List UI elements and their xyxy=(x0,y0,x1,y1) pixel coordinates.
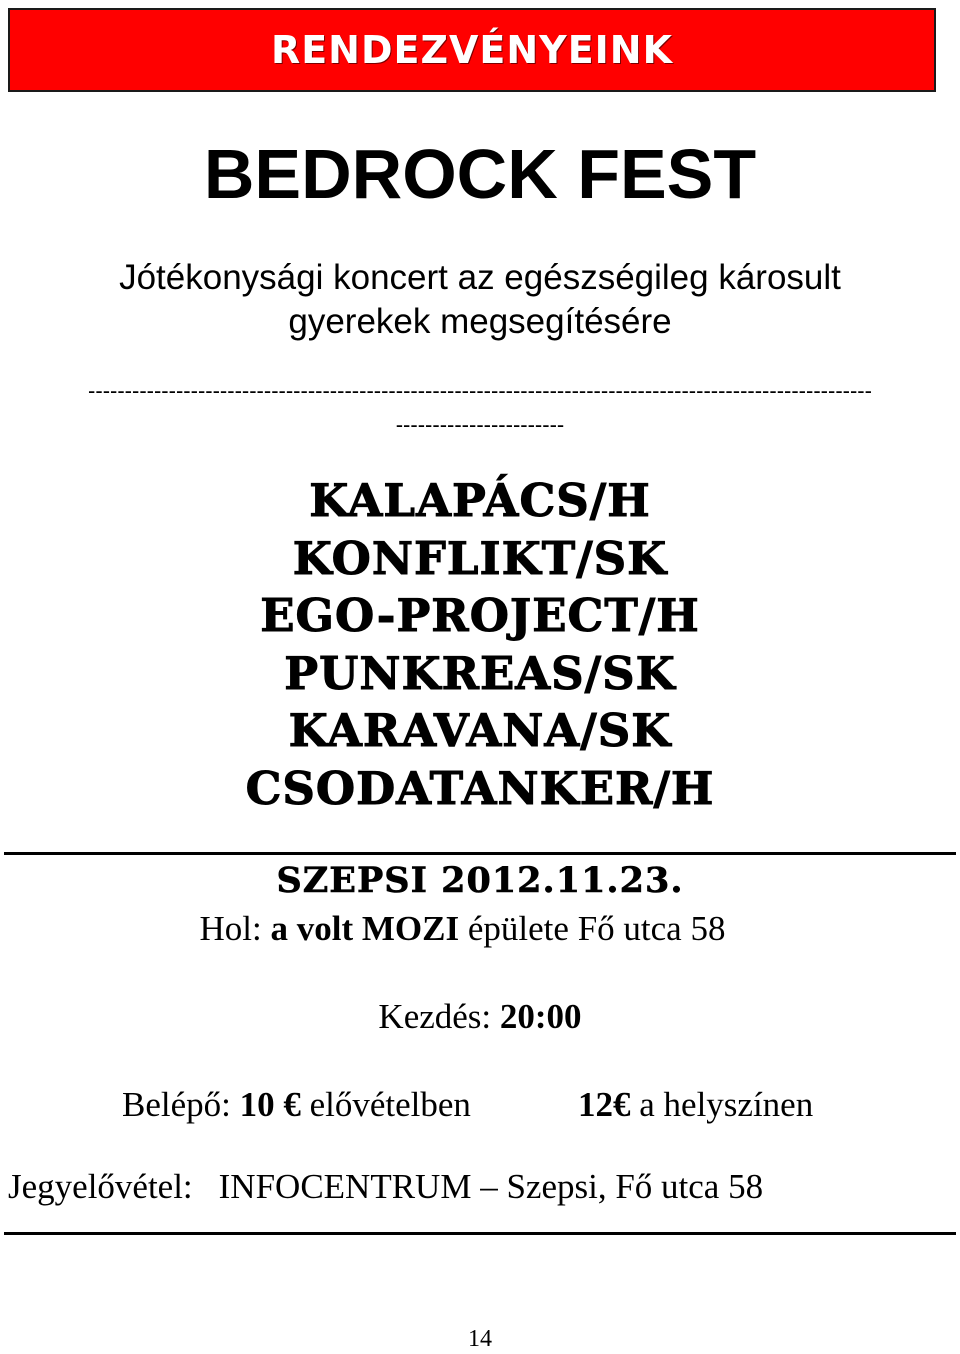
band-item: KALAPÁCS/H xyxy=(309,474,651,527)
dashed-separator-1: ----------------------------------------------------------------------------------------------------------- xyxy=(88,378,872,403)
tickets-place: INFOCENTRUM – Szepsi, Fő utca 58 xyxy=(218,1167,764,1206)
event-subtitle xyxy=(0,256,960,344)
price-advance-text: elővételben xyxy=(309,1085,471,1124)
price-door-text: a helyszínen xyxy=(639,1085,814,1124)
subtitle-line-2: gyerekek megsegítésére xyxy=(288,302,672,341)
venue-building: épülete xyxy=(467,909,569,948)
band-item: PUNKREAS/SK xyxy=(284,646,676,700)
price-label: Belépő: xyxy=(122,1085,231,1124)
venue-address: Fő utca 58 xyxy=(577,909,726,948)
price-advance xyxy=(122,1084,471,1126)
band-list xyxy=(0,472,960,817)
event-title: BEDROCK FEST xyxy=(203,135,757,213)
band-item: KARAVANA/SK xyxy=(288,704,672,757)
band-item: CSODATANKER/H xyxy=(245,761,715,815)
page-number: 14 xyxy=(468,1326,492,1352)
banner-title: RENDEZVÉNYEINK xyxy=(270,28,674,72)
dashed-separator-2: ----------------------- xyxy=(395,412,565,437)
divider-bottom xyxy=(4,1232,956,1235)
price-door xyxy=(578,1084,813,1126)
start-time-line xyxy=(0,996,960,1038)
tickets-label: Jegyelővétel: xyxy=(8,1167,193,1206)
band-item: KONFLIKT/SK xyxy=(292,531,668,585)
price-advance-amount: 10 € xyxy=(239,1085,301,1124)
header-banner xyxy=(8,8,936,92)
start-label: Kezdés: xyxy=(378,997,492,1036)
ticket-sales-line xyxy=(8,1166,763,1208)
venue-label: Hol: xyxy=(199,909,262,948)
venue-place: a volt MOZI xyxy=(270,909,460,948)
price-door-amount: 12€ xyxy=(578,1085,631,1124)
divider-top xyxy=(4,852,956,855)
subtitle-line-1: Jótékonysági koncert az egészségileg károsult xyxy=(119,258,841,297)
venue-line xyxy=(0,908,925,950)
start-time: 20:00 xyxy=(499,997,582,1036)
event-date: SZEPSI 2012.11.23. xyxy=(276,860,684,901)
band-item: EGO-PROJECT/H xyxy=(260,589,700,642)
